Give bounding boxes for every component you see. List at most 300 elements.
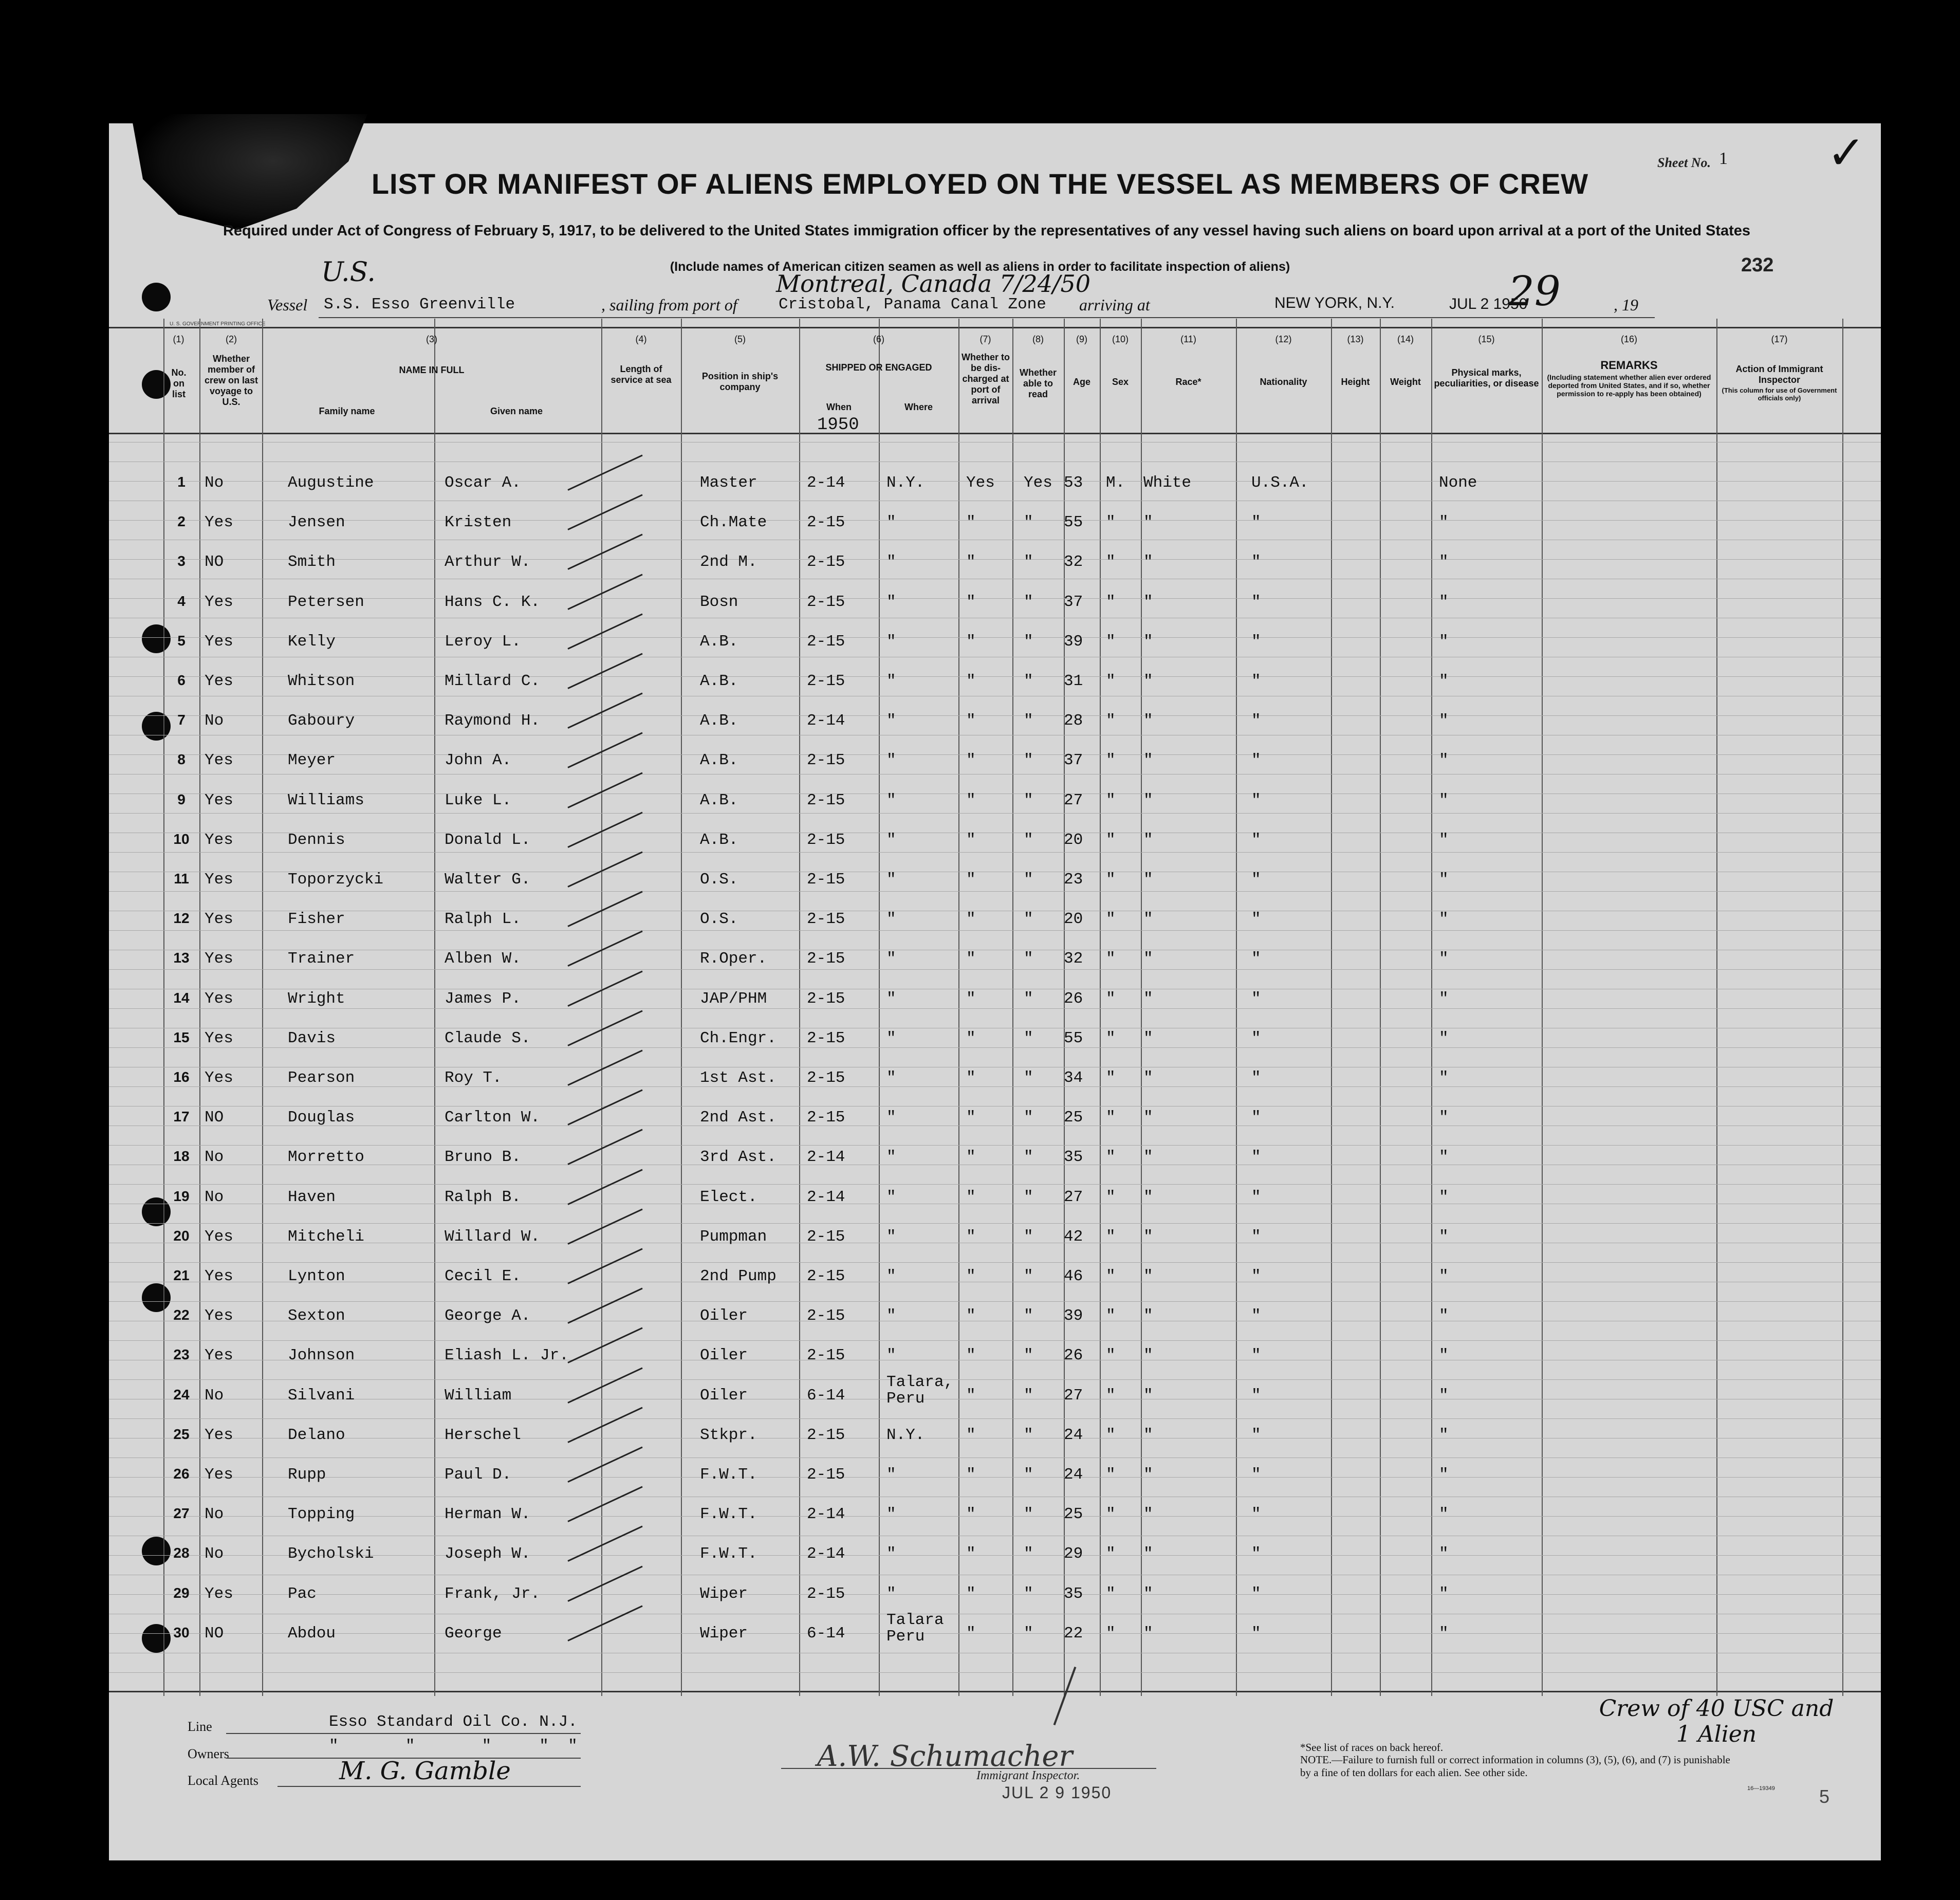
hdr-no-on-list: No. on list — [171, 367, 187, 399]
cell-race: " — [1143, 1584, 1153, 1603]
cell-race: " — [1143, 950, 1153, 968]
cell-nat: " — [1251, 1584, 1261, 1603]
cell-nat: " — [1251, 989, 1261, 1008]
cell-given: Hans C. K. — [445, 593, 541, 611]
cell-n: 3 — [177, 553, 186, 569]
cell-pos: A.B. — [700, 672, 738, 690]
row-rule — [109, 559, 1881, 560]
cell-nat: " — [1251, 1227, 1261, 1246]
cell-pos: Stkpr. — [700, 1426, 757, 1444]
cell-n: 16 — [173, 1069, 190, 1085]
hdr-sex: Sex — [1112, 377, 1129, 387]
cell-pos: 1st Ast. — [700, 1069, 776, 1087]
cell-age: 27 — [1064, 1188, 1083, 1206]
cell-where: " — [886, 1346, 896, 1365]
cell-family: Morretto — [288, 1148, 364, 1167]
vessel-underline — [319, 317, 1655, 318]
cell-family: Toporzycki — [288, 871, 384, 889]
cell-pos: Oiler — [700, 1346, 748, 1365]
cell-read: " — [1024, 1505, 1033, 1524]
cell-when: 2-15 — [807, 1346, 845, 1365]
cell-race: " — [1143, 513, 1153, 532]
cell-n: 29 — [173, 1584, 190, 1601]
cell-age: 24 — [1064, 1466, 1083, 1484]
cell-family: Meyer — [288, 751, 336, 770]
cell-dis: " — [966, 1584, 976, 1603]
cell-race: " — [1143, 871, 1153, 889]
cell-race: " — [1143, 1148, 1153, 1167]
col-num-16: (16) — [1620, 334, 1637, 344]
cell-where: " — [886, 1466, 896, 1484]
cell-n: 14 — [173, 989, 190, 1006]
cell-age: 55 — [1064, 513, 1083, 532]
row-rule — [109, 891, 1881, 892]
cell-age: 23 — [1064, 871, 1083, 889]
cell-given: Luke L. — [445, 791, 512, 809]
cell-dis: Yes — [966, 474, 995, 492]
cell-pos: A.B. — [700, 791, 738, 809]
cell-nat: " — [1251, 593, 1261, 611]
cell-n: 10 — [173, 831, 190, 847]
cell-marks: " — [1439, 1346, 1449, 1365]
cell-pos: A.B. — [700, 712, 738, 730]
cell-marks: " — [1439, 1267, 1449, 1285]
cell-nat: " — [1251, 1307, 1261, 1325]
cell-race: " — [1143, 831, 1153, 849]
cell-sex: " — [1106, 751, 1116, 770]
cell-age: 46 — [1064, 1267, 1083, 1285]
owners-label: Owners — [188, 1746, 229, 1761]
cell-dis: " — [966, 1029, 976, 1047]
row-rule — [109, 754, 1881, 755]
col-num-4: (4) — [635, 334, 647, 344]
row-rule — [109, 1379, 1881, 1380]
cell-where: " — [886, 593, 896, 611]
cell-where: " — [886, 1505, 896, 1524]
cell-age: 37 — [1064, 751, 1083, 770]
cell-prev: No — [205, 1148, 224, 1167]
cell-nat: " — [1251, 1029, 1261, 1047]
cell-given: James P. — [445, 989, 521, 1008]
cell-where: " — [886, 1029, 896, 1047]
col-num-11: (11) — [1180, 334, 1196, 344]
cell-family: Bycholski — [288, 1545, 374, 1563]
cell-where: " — [886, 831, 896, 849]
cell-pos: Wiper — [700, 1624, 748, 1643]
cell-dis: " — [966, 791, 976, 809]
cell-family: Rupp — [288, 1466, 326, 1484]
cell-dis: " — [966, 553, 976, 571]
cell-dis: " — [966, 1545, 976, 1563]
cell-race: " — [1143, 1109, 1153, 1127]
cell-n: 13 — [173, 950, 190, 966]
cell-marks: " — [1439, 1466, 1449, 1484]
col-num-15: (15) — [1478, 334, 1495, 344]
cell-nat: " — [1251, 1148, 1261, 1167]
cell-sex: " — [1106, 513, 1116, 532]
cell-where: N.Y. — [886, 1426, 925, 1444]
column-rule — [262, 319, 263, 1696]
cell-sex: " — [1106, 1188, 1116, 1206]
cell-nat: " — [1251, 1386, 1261, 1405]
cell-read: " — [1024, 1346, 1033, 1365]
cell-marks: " — [1439, 950, 1449, 968]
cell-where: " — [886, 1545, 896, 1563]
agents-label: Local Agents — [188, 1773, 258, 1788]
cell-when: 2-15 — [807, 791, 845, 809]
cell-read: " — [1024, 1227, 1033, 1246]
cell-age: 22 — [1064, 1624, 1083, 1643]
line-label: Line — [188, 1719, 212, 1734]
cell-race: White — [1143, 474, 1192, 492]
row-rule — [109, 1633, 1881, 1634]
cell-given: Bruno B. — [445, 1148, 521, 1167]
column-rule — [434, 319, 435, 1696]
cell-marks: " — [1439, 1307, 1449, 1325]
cell-sex: " — [1106, 1624, 1116, 1643]
cell-read: " — [1024, 1545, 1033, 1563]
inspection-stamp: JUL 2 9 1950 — [1002, 1783, 1112, 1802]
cell-race: " — [1143, 1069, 1153, 1087]
cell-where: " — [886, 1188, 896, 1206]
cell-age: 34 — [1064, 1069, 1083, 1087]
cell-n: 17 — [173, 1109, 190, 1125]
cell-marks: " — [1439, 791, 1449, 809]
cell-sex: " — [1106, 593, 1116, 611]
cell-when: 2-15 — [807, 632, 845, 651]
cell-read: Yes — [1024, 474, 1052, 492]
cell-race: " — [1143, 1466, 1153, 1484]
cell-sex: " — [1106, 672, 1116, 690]
cell-when: 2-15 — [807, 553, 845, 571]
cell-given: Leroy L. — [445, 632, 521, 651]
cell-prev: No — [205, 1386, 224, 1405]
cell-family: Petersen — [288, 593, 364, 611]
col-num-13: (13) — [1347, 334, 1364, 344]
table-bottom-border — [109, 1691, 1881, 1692]
cell-pos: 2nd M. — [700, 553, 757, 571]
cell-when: 2-15 — [807, 1307, 845, 1325]
cell-family: Smith — [288, 553, 336, 571]
row-rule — [109, 637, 1881, 638]
cell-dis: " — [966, 1426, 976, 1444]
column-rule — [681, 319, 682, 1696]
cell-pos: 2nd Ast. — [700, 1109, 776, 1127]
cell-pos: F.W.T. — [700, 1505, 757, 1524]
cell-when: 2-15 — [807, 1584, 845, 1603]
column-rule — [879, 319, 880, 1696]
col-num-10: (10) — [1112, 334, 1129, 344]
cell-family: Delano — [288, 1426, 345, 1444]
hdr-remarks-sub: (Including statement whether alien ever ordered deported from United States, and if so, whether permission to re-apply has been obtained) — [1547, 373, 1711, 398]
cell-marks: " — [1439, 1545, 1449, 1563]
cell-where: " — [886, 751, 896, 770]
cell-age: 25 — [1064, 1505, 1083, 1524]
cell-dis: " — [966, 1505, 976, 1524]
cell-family: Topping — [288, 1505, 355, 1524]
row-rule — [109, 1008, 1881, 1009]
cell-n: 24 — [173, 1386, 190, 1403]
cell-prev: Yes — [205, 632, 233, 651]
cell-family: Jensen — [288, 513, 345, 532]
cell-given: Paul D. — [445, 1466, 512, 1484]
cell-pos: JAP/PHM — [700, 989, 767, 1008]
cell-when: 2-15 — [807, 1227, 845, 1246]
cell-n: 15 — [173, 1029, 190, 1045]
cell-pos: Ch.Engr. — [700, 1029, 776, 1047]
corner-number: 5 — [1819, 1786, 1830, 1807]
cell-prev: NO — [205, 1624, 224, 1643]
cell-where: " — [886, 632, 896, 651]
cell-family: Augustine — [288, 474, 374, 492]
cell-prev: Yes — [205, 989, 233, 1008]
column-rule — [1716, 319, 1717, 1696]
cell-sex: " — [1106, 1267, 1116, 1285]
check-mark-icon: ✓ — [1827, 126, 1866, 180]
cell-given: Millard C. — [445, 672, 541, 690]
cell-nat: " — [1251, 1109, 1261, 1127]
cell-when: 2-14 — [807, 712, 845, 730]
cell-dis: " — [966, 593, 976, 611]
cell-read: " — [1024, 672, 1033, 690]
cell-marks: " — [1439, 672, 1449, 690]
cell-n: 20 — [173, 1227, 190, 1244]
cell-race: " — [1143, 791, 1153, 809]
cell-nat: " — [1251, 1505, 1261, 1524]
cell-marks: " — [1439, 712, 1449, 730]
cell-prev: Yes — [205, 910, 233, 929]
cell-n: 7 — [177, 712, 186, 728]
cell-sex: " — [1106, 1069, 1116, 1087]
hdr-inspector-action: Action of Immigrant Inspector — [1735, 364, 1823, 385]
cell-n: 23 — [173, 1346, 190, 1363]
cell-when: 6-14 — [807, 1624, 845, 1643]
hdr-able-to-read: Whether able to read — [1020, 367, 1057, 399]
cell-n: 1 — [177, 474, 186, 490]
cell-prev: Yes — [205, 791, 233, 809]
cell-n: 26 — [173, 1466, 190, 1482]
cell-given: John A. — [445, 751, 512, 770]
cell-family: Pearson — [288, 1069, 355, 1087]
cell-given: Roy T. — [445, 1069, 502, 1087]
cell-age: 35 — [1064, 1584, 1083, 1603]
cell-read: " — [1024, 989, 1033, 1008]
cell-given: Herschel — [445, 1426, 521, 1444]
cell-given: Willard W. — [445, 1227, 541, 1246]
column-rule — [1431, 319, 1432, 1696]
cell-sex: " — [1106, 712, 1116, 730]
cell-sex: " — [1106, 1109, 1116, 1127]
cell-pos: 2nd Pump — [700, 1267, 776, 1285]
cell-n: 6 — [177, 672, 186, 688]
cell-dis: " — [966, 513, 976, 532]
cell-family: Fisher — [288, 910, 345, 929]
cell-where: Talara Peru — [886, 1611, 944, 1646]
cell-where: " — [886, 712, 896, 730]
cell-pos: A.B. — [700, 632, 738, 651]
cell-family: Dennis — [288, 831, 345, 849]
cell-age: 53 — [1064, 474, 1083, 492]
row-rule — [109, 598, 1881, 599]
row-rule — [109, 969, 1881, 970]
cell-read: " — [1024, 871, 1033, 889]
sailing-label: , sailing from port of — [601, 296, 737, 314]
cell-sex: " — [1106, 1584, 1116, 1603]
cell-given: Carlton W. — [445, 1109, 541, 1127]
col-num-7: (7) — [979, 334, 991, 344]
cell-given: Alben W. — [445, 950, 521, 968]
cell-dis: " — [966, 871, 976, 889]
cell-dis: " — [966, 672, 976, 690]
hdr-prev-crew: Whether member of crew on last voyage to U.S. — [204, 354, 258, 407]
cell-race: " — [1143, 593, 1153, 611]
row-rule — [109, 1047, 1881, 1048]
cell-prev: Yes — [205, 593, 233, 611]
cell-when: 2-14 — [807, 1505, 845, 1524]
hdr-given-name: Given name — [490, 406, 543, 416]
hdr-age: Age — [1073, 377, 1090, 387]
cell-sex: " — [1106, 632, 1116, 651]
cell-race: " — [1143, 1267, 1153, 1285]
cell-nat: " — [1251, 1267, 1261, 1285]
cell-age: 20 — [1064, 910, 1083, 929]
cell-age: 39 — [1064, 1307, 1083, 1325]
cell-n: 2 — [177, 513, 186, 530]
cell-nat: " — [1251, 791, 1261, 809]
cell-where: " — [886, 989, 896, 1008]
cell-given: Arthur W. — [445, 553, 531, 571]
cell-prev: Yes — [205, 1426, 233, 1444]
cell-age: 39 — [1064, 632, 1083, 651]
cell-n: 5 — [177, 632, 186, 649]
cell-prev: Yes — [205, 1307, 233, 1325]
cell-age: 25 — [1064, 1109, 1083, 1127]
cell-age: 27 — [1064, 791, 1083, 809]
row-rule — [109, 1145, 1881, 1146]
cell-nat: " — [1251, 1188, 1261, 1206]
cell-prev: Yes — [205, 1466, 233, 1484]
row-rule — [109, 1223, 1881, 1224]
cell-when: 6-14 — [807, 1386, 845, 1405]
cell-race: " — [1143, 712, 1153, 730]
cell-pos: Master — [700, 474, 757, 492]
cell-given: Joseph W. — [445, 1545, 531, 1563]
cell-where: " — [886, 910, 896, 929]
cell-sex: " — [1106, 553, 1116, 571]
cell-prev: No — [205, 1545, 224, 1563]
hdr-discharged: Whether to be dis-charged at port of arrival — [961, 352, 1010, 405]
cell-nat: " — [1251, 950, 1261, 968]
cell-when: 2-15 — [807, 1069, 845, 1087]
cell-when: 2-15 — [807, 1426, 845, 1444]
cell-where: " — [886, 1307, 896, 1325]
cell-family: Silvani — [288, 1386, 355, 1405]
cell-when: 2-15 — [807, 672, 845, 690]
hdr-length-service: Length of service at sea — [611, 364, 672, 385]
cell-read: " — [1024, 1386, 1033, 1405]
cell-age: 29 — [1064, 1545, 1083, 1563]
cell-marks: " — [1439, 1029, 1449, 1047]
cell-given: Herman W. — [445, 1505, 531, 1524]
cell-prev: No — [205, 1505, 224, 1524]
cell-n: 27 — [173, 1505, 190, 1522]
cell-prev: Yes — [205, 1227, 233, 1246]
column-rule — [199, 319, 200, 1696]
cell-family: Kelly — [288, 632, 336, 651]
cell-family: Davis — [288, 1029, 336, 1047]
column-rule — [1100, 319, 1101, 1696]
crew-count-note: Crew of 40 USC and 1 Alien — [1599, 1695, 1834, 1747]
cell-family: Lynton — [288, 1267, 345, 1285]
cell-read: " — [1024, 1069, 1033, 1087]
cell-given: George — [445, 1624, 502, 1643]
cell-marks: " — [1439, 910, 1449, 929]
cell-nat: " — [1251, 672, 1261, 690]
cell-prev: No — [205, 1188, 224, 1206]
cell-read: " — [1024, 1426, 1033, 1444]
cell-where: " — [886, 871, 896, 889]
cell-family: Wright — [288, 989, 345, 1008]
cell-prev: Yes — [205, 1267, 233, 1285]
cell-nat: " — [1251, 910, 1261, 929]
cell-given: Eliash L. Jr. — [445, 1346, 569, 1365]
cell-pos: Wiper — [700, 1584, 748, 1603]
cell-prev: Yes — [205, 1346, 233, 1365]
cell-pos: Elect. — [700, 1188, 757, 1206]
cell-sex: " — [1106, 1346, 1116, 1365]
cell-nat: " — [1251, 751, 1261, 770]
cell-family: Trainer — [288, 950, 355, 968]
hdr-physical-marks: Physical marks, peculiarities, or disease — [1434, 367, 1539, 389]
cell-race: " — [1143, 1188, 1153, 1206]
cell-dis: " — [966, 1188, 976, 1206]
cell-read: " — [1024, 791, 1033, 809]
us-mark: U.S. — [321, 257, 376, 288]
row-rule — [109, 1516, 1881, 1517]
cell-read: " — [1024, 950, 1033, 968]
cell-race: " — [1143, 1346, 1153, 1365]
cell-given: Oscar A. — [445, 474, 521, 492]
cell-nat: " — [1251, 553, 1261, 571]
cell-n: 30 — [173, 1624, 190, 1640]
cell-prev: Yes — [205, 1584, 233, 1603]
cell-age: 26 — [1064, 1346, 1083, 1365]
cell-when: 2-15 — [807, 1029, 845, 1047]
cell-read: " — [1024, 1624, 1033, 1643]
column-rule — [601, 319, 602, 1696]
cell-when: 2-15 — [807, 989, 845, 1008]
cell-age: 37 — [1064, 593, 1083, 611]
hdr-family-name: Family name — [319, 406, 375, 416]
cell-when: 2-15 — [807, 1109, 845, 1127]
cell-nat: " — [1251, 871, 1261, 889]
column-rule — [1380, 319, 1381, 1696]
cell-given: Walter G. — [445, 871, 531, 889]
cell-n: 21 — [173, 1267, 190, 1283]
cell-dis: " — [966, 1069, 976, 1087]
cell-pos: Pumpman — [700, 1227, 767, 1246]
cell-dis: " — [966, 950, 976, 968]
cell-pos: F.W.T. — [700, 1545, 757, 1563]
column-rule — [1012, 319, 1013, 1696]
col-num-6: (6) — [873, 334, 884, 344]
line-value: Esso Standard Oil Co. N.J. — [329, 1713, 578, 1731]
hdr-nationality: Nationality — [1260, 377, 1307, 387]
cell-sex: " — [1106, 1386, 1116, 1405]
cell-read: " — [1024, 513, 1033, 532]
cell-nat: " — [1251, 632, 1261, 651]
hdr-remarks: REMARKS — [1600, 359, 1658, 372]
